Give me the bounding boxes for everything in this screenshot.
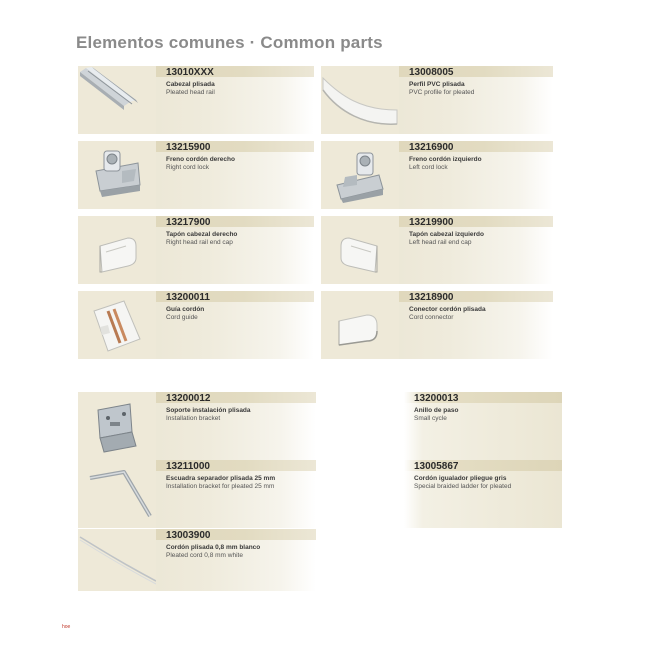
left-end-cap-icon xyxy=(321,216,399,284)
left-cord-lock-icon xyxy=(321,141,399,209)
part-name-es: Anillo de paso xyxy=(414,407,459,414)
part-name-en: Cord guide xyxy=(166,314,198,321)
installation-bracket-icon xyxy=(78,392,156,460)
part-card-13200011 xyxy=(78,291,314,359)
pvc-profile-icon xyxy=(321,66,399,134)
part-name-en: Installation bracket xyxy=(166,415,221,422)
part-name-en: Small cycle xyxy=(414,415,447,422)
part-name-es: Tapón cabezal izquierdo xyxy=(409,231,485,238)
part-name-es: Freno cordón derecho xyxy=(166,156,235,163)
part-code: 13200013 xyxy=(414,393,459,404)
part-card-13219900 xyxy=(321,216,553,284)
part-code: 13211000 xyxy=(166,461,210,472)
part-code: 13216900 xyxy=(409,142,454,153)
part-code: 13200011 xyxy=(166,292,210,303)
part-name-es: Soporte instalación plisada xyxy=(166,407,251,414)
part-name-es: Escuadra separador plisada 25 mm xyxy=(166,475,276,482)
part-card-13005867 xyxy=(404,460,562,528)
part-card-13010xxx xyxy=(78,66,314,134)
part-code: 13008005 xyxy=(409,67,454,78)
part-code: 13200012 xyxy=(166,393,211,404)
part-name-es: Tapón cabezal derecho xyxy=(166,231,238,238)
part-name-en: Installation bracket for pleated 25 mm xyxy=(166,483,275,490)
page-footer: hoe xyxy=(62,624,71,630)
part-code: 13010XXX xyxy=(166,67,214,78)
right-end-cap-icon xyxy=(78,216,156,284)
part-card-13217900 xyxy=(78,216,314,284)
page-title: Elementos comunes · Common parts xyxy=(76,33,383,52)
part-name-en: Pleated head rail xyxy=(166,89,215,96)
separator-square-icon xyxy=(78,460,156,528)
part-card-13008005 xyxy=(321,66,553,134)
part-card-13200013 xyxy=(404,392,562,460)
part-name-en: Right head rail end cap xyxy=(166,239,233,246)
part-card-13216900 xyxy=(321,141,553,209)
part-card-13200012 xyxy=(78,392,316,460)
part-card-13003900 xyxy=(78,529,316,591)
part-name-en: Pleated cord 0,8 mm white xyxy=(166,552,243,559)
part-name-es: Perfil PVC plisada xyxy=(409,81,465,88)
part-name-es: Cabezal plisada xyxy=(166,81,215,88)
part-code: 13219900 xyxy=(409,217,454,228)
part-name-en: Right cord lock xyxy=(166,164,209,171)
part-code: 13217900 xyxy=(166,217,211,228)
part-code: 13005867 xyxy=(414,461,459,472)
part-name-en: Left head rail end cap xyxy=(409,239,472,246)
part-name-en: Left cord lock xyxy=(409,164,448,171)
part-code: 13215900 xyxy=(166,142,211,153)
part-code: 13003900 xyxy=(166,530,211,541)
cord-connector-icon xyxy=(321,291,399,359)
part-card-13218900 xyxy=(321,291,553,359)
part-card-13215900 xyxy=(78,141,314,209)
part-name-en: PVC profile for pleated xyxy=(409,89,475,96)
part-name-en: Special braided ladder for pleated xyxy=(414,483,512,490)
part-name-es: Freno cordón izquierdo xyxy=(409,156,482,163)
part-name-es: Conector cordón plisada xyxy=(409,306,486,313)
part-code: 13218900 xyxy=(409,292,454,303)
part-name-es: Guía cordón xyxy=(166,306,205,313)
part-name-es: Cordón plisada 0,8 mm blanco xyxy=(166,544,261,551)
cord-guide-icon xyxy=(78,291,156,359)
part-name-es: Cordón igualador pliegue gris xyxy=(414,475,507,482)
part-name-en: Cord connector xyxy=(409,314,454,321)
part-card-13211000 xyxy=(78,460,316,528)
pleated-cord-icon xyxy=(78,529,156,591)
head-rail-icon xyxy=(78,66,156,134)
right-cord-lock-icon xyxy=(78,141,156,209)
